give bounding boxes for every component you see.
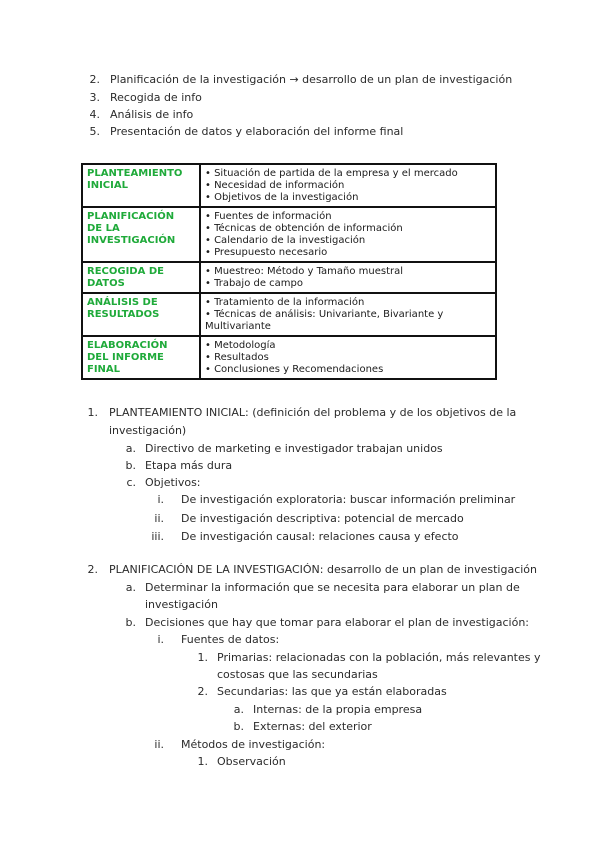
- list-letter: a.: [125, 442, 136, 455]
- phases-table: [81, 163, 497, 380]
- list-item: Secundarias: las que ya están elaboradas: [217, 685, 447, 698]
- head-line: RESULTADOS: [87, 309, 160, 320]
- section-heading-cont: investigación): [109, 424, 187, 437]
- list-letter: b.: [125, 616, 136, 629]
- desc-line: Multivariante: [205, 321, 271, 332]
- list-item: Externas: del exterior: [253, 720, 372, 733]
- list-item: Fuentes de datos:: [181, 633, 280, 646]
- list-letter: a.: [125, 581, 136, 594]
- head-line: DEL INFORME: [87, 352, 164, 363]
- table-head-cell: [82, 293, 200, 336]
- list-item-presentacion: Presentación de datos y elaboración del informe final: [110, 125, 404, 138]
- list-item-recogida: Recogida de info: [110, 91, 202, 104]
- list-letter: c.: [126, 476, 136, 489]
- list-roman: ii.: [154, 512, 164, 525]
- head-line: ELABORACIÓN: [87, 340, 168, 351]
- list-roman: ii.: [154, 738, 164, 751]
- head-line: DATOS: [87, 278, 125, 289]
- list-roman: i.: [157, 493, 164, 506]
- list-item-cont: investigación: [145, 598, 218, 611]
- list-letter: a.: [233, 703, 244, 716]
- list-roman: i.: [157, 633, 164, 646]
- head-line: DE LA: [87, 223, 120, 234]
- list-item: Determinar la información que se necesita para elaborar un plan de: [145, 581, 520, 594]
- head-line: FINAL: [87, 364, 121, 375]
- table-row: [82, 262, 496, 293]
- list-item: Decisiones que hay que tomar para elaborar el plan de investigación:: [145, 616, 529, 629]
- desc-line: • Técnicas de análisis: Univariante, Bivariante y: [205, 309, 444, 320]
- table-desc-cell: [200, 207, 496, 262]
- desc-line: • Fuentes de información: [205, 211, 332, 222]
- table-head-cell: [82, 262, 200, 293]
- table-row: [82, 336, 496, 379]
- table-row: [82, 164, 496, 207]
- head-line: RECOGIDA DE: [87, 266, 164, 277]
- section-heading: PLANTEAMIENTO INICIAL: (definición del problema y de los objetivos de la: [109, 406, 517, 419]
- desc-line: • Trabajo de campo: [205, 278, 304, 289]
- list-item: Directivo de marketing e investigador trabajan unidos: [145, 442, 443, 455]
- desc-line: • Técnicas de obtención de información: [205, 223, 403, 234]
- desc-line: • Objetivos de la investigación: [205, 192, 359, 203]
- desc-line: • Calendario de la investigación: [205, 235, 366, 246]
- desc-line: • Muestreo: Método y Tamaño muestral: [205, 266, 404, 277]
- list-item-analisis: Análisis de info: [110, 108, 194, 121]
- table-head-cell: [82, 207, 200, 262]
- list-number: 1.: [197, 651, 208, 664]
- table-row: [82, 293, 496, 336]
- desc-line: • Necesidad de información: [205, 180, 345, 191]
- head-line: PLANTEAMIENTO: [87, 168, 183, 179]
- table-desc-cell: [200, 262, 496, 293]
- list-item: De investigación descriptiva: potencial de mercado: [181, 512, 464, 525]
- head-line: ANÁLISIS DE: [87, 297, 158, 308]
- list-item: De investigación causal: relaciones causa y efecto: [181, 530, 459, 543]
- list-number: 4.: [89, 108, 100, 121]
- list-number: 1.: [197, 755, 208, 768]
- table-desc-cell: [200, 293, 496, 336]
- list-item-planificacion: Planificación de la investigación → desarrollo de un plan de investigación: [110, 73, 513, 86]
- table-head-cell: [82, 336, 200, 379]
- head-line: INICIAL: [87, 180, 128, 191]
- desc-line: • Tratamiento de la información: [205, 297, 365, 308]
- table-desc-cell: [200, 336, 496, 379]
- list-number: 2.: [197, 685, 208, 698]
- list-letter: b.: [233, 720, 244, 733]
- list-number: 2.: [87, 563, 98, 576]
- section-heading: PLANIFICACIÓN DE LA INVESTIGACIÓN: desarrollo de un plan de investigación: [109, 563, 538, 576]
- desc-line: • Conclusiones y Recomendaciones: [205, 364, 384, 375]
- list-number: 1.: [87, 406, 98, 419]
- list-number: 2.: [89, 73, 100, 86]
- list-item-cont: costosas que las secundarias: [217, 668, 378, 681]
- list-item: Métodos de investigación:: [181, 738, 326, 751]
- list-number: 5.: [89, 125, 100, 138]
- list-item: Observación: [217, 755, 286, 768]
- desc-line: • Resultados: [205, 352, 269, 363]
- desc-line: • Presupuesto necesario: [205, 247, 328, 258]
- list-item: Primarias: relacionadas con la población, más relevantes y: [217, 651, 541, 664]
- list-item: Objetivos:: [145, 476, 201, 489]
- list-roman: iii.: [151, 530, 164, 543]
- list-number: 3.: [89, 91, 100, 104]
- table-row: [82, 207, 496, 262]
- head-line: INVESTIGACIÓN: [87, 235, 176, 246]
- list-letter: b.: [125, 459, 136, 472]
- list-item: Etapa más dura: [145, 459, 233, 472]
- desc-line: • Metodología: [205, 340, 276, 351]
- head-line: PLANIFICACIÓN: [87, 211, 175, 222]
- list-item: Internas: de la propia empresa: [253, 703, 423, 716]
- table-desc-cell: [200, 164, 496, 207]
- table-head-cell: [82, 164, 200, 207]
- desc-line: • Situación de partida de la empresa y el mercado: [205, 168, 458, 179]
- list-item: De investigación exploratoria: buscar información preliminar: [181, 493, 516, 506]
